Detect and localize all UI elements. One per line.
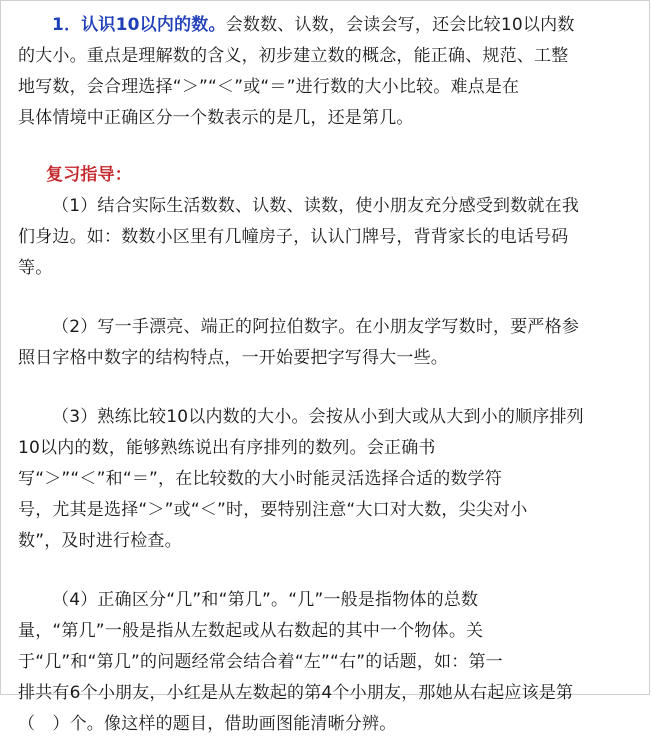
item-3-line: 10以内的数，能够熟练说出有序排列的数列。会正确书 <box>18 438 436 458</box>
text-line: 的大小。重点是理解数的含义，初步建立数的概念，能正确、规范、工整 <box>18 46 569 66</box>
section-1-first-line <box>18 10 632 41</box>
review-guide-title: 复习指导： <box>46 165 132 185</box>
item-3-line: 号，尤其是选择“＞”或“＜”时，要特别注意“大口对大数，尖尖对小 <box>18 500 528 520</box>
document-body <box>18 10 632 740</box>
spacer <box>18 557 632 585</box>
item-4-line: 量，“第几”一般是指从左数起或从右数起的其中一个物体。关 <box>18 621 484 641</box>
section-1-heading: 1．认识10以内的数。 <box>52 15 226 35</box>
text-line: 具体情境中正确区分一个数表示的是几，还是第几。 <box>18 108 414 128</box>
item-2-line: 照日字格中数字的结构特点，一开始要把字写得大一些。 <box>18 348 448 368</box>
text-line: 会数数、认数，会读会写，还会比较10以内数 <box>225 15 575 35</box>
spacer <box>18 284 632 312</box>
item-4-line: （ ）个。像这样的题目，借助画图能清晰分辨。 <box>18 714 397 734</box>
spacer <box>18 374 632 402</box>
item-3-line: 数”，及时进行检查。 <box>18 531 182 551</box>
item-4-line: （4）正确区分“几”和“第几”。“几”一般是指物体的总数 <box>52 590 479 610</box>
spacer <box>18 134 632 160</box>
item-1-line: 等。 <box>18 258 53 278</box>
text-line: 地写数，会合理选择“＞”“＜”或“＝”进行数的大小比较。难点是在 <box>18 77 520 97</box>
item-1-line: 们身边。如：数数小区里有几幢房子，认认门牌号，背背家长的电话号码 <box>18 227 569 247</box>
item-4-line: 于“几”和“第几”的问题经常会结合着“左”“右”的话题，如：第一 <box>18 652 503 672</box>
item-3-line: 写“＞”“＜”和“＝”，在比较数的大小时能灵活选择合适的数学符 <box>18 469 503 489</box>
item-3-line: （3）熟练比较10以内数的大小。会按从小到大或从大到小的顺序排列 <box>52 407 584 427</box>
item-4-line: 排共有6个小朋友，小红是从左数起的第4个小朋友，那她从右起应该是第 <box>18 683 574 703</box>
item-1-line: （1）结合实际生活数数、认数、读数，使小朋友充分感受到数就在我 <box>52 196 580 216</box>
item-2-line: （2）写一手漂亮、端正的阿拉伯数字。在小朋友学写数时，要严格参 <box>52 317 580 337</box>
